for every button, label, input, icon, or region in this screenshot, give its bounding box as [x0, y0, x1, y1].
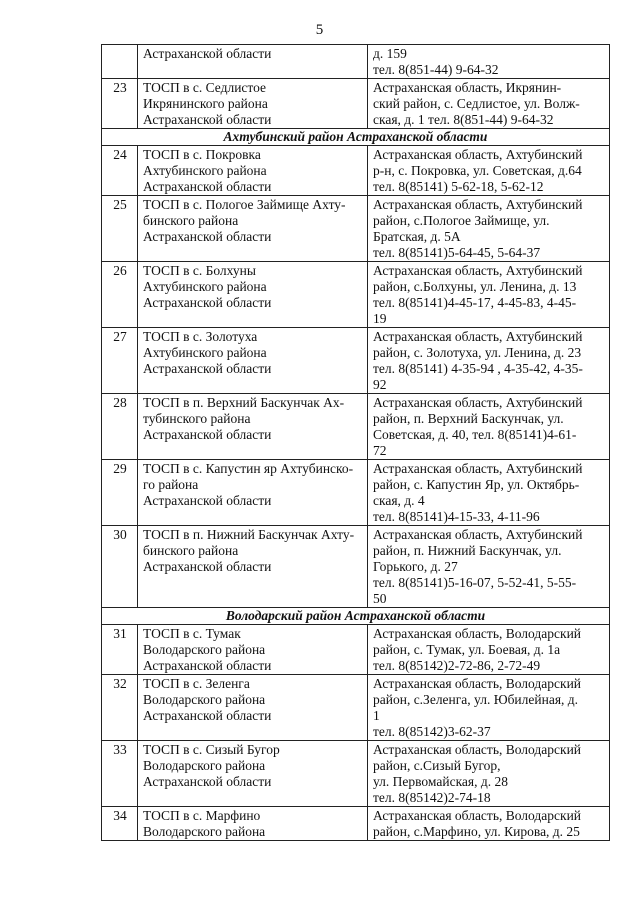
office-address: Астраханская область, Ахтубинский район, п. Верхний Баскунчак, ул. Советская, д. 40, тел. 8(85141)4-61- 72 [368, 394, 610, 460]
office-name: ТОСП в с. Седлистое Икрянинского района Астраханской области [138, 79, 368, 129]
district-header: Володарский район Астраханской области [102, 608, 610, 625]
office-address: Астраханская область, Володарский район, с.Марфино, ул. Кирова, д. 25 [368, 807, 610, 841]
table-row [102, 146, 610, 196]
row-number: 23 [102, 79, 138, 129]
office-name: ТОСП в с. Пологое Займище Ахту- бинского района Астраханской области [138, 196, 368, 262]
office-address: д. 159 тел. 8(851-44) 9-64-32 [368, 45, 610, 79]
table-row [102, 45, 610, 79]
office-address: Астраханская область, Ахтубинский район, с. Золотуха, ул. Ленина, д. 23 тел. 8(85141) 4-35-94 , 4-35-42, 4-35- 92 [368, 328, 610, 394]
row-number: 27 [102, 328, 138, 394]
row-number: 34 [102, 807, 138, 841]
office-address: Астраханская область, Ахтубинский район, с.Болхуны, ул. Ленина, д. 13 тел. 8(85141)4-45-17, 4-45-83, 4-45- 19 [368, 262, 610, 328]
office-address: Астраханская область, Ахтубинский район, с.Пологое Займище, ул. Братская, д. 5А тел. 8(85141)5-64-45, 5-64-37 [368, 196, 610, 262]
office-address: Астраханская область, Володарский район, с.Зеленга, ул. Юбилейная, д. 1 тел. 8(85142)3-62-37 [368, 675, 610, 741]
row-number: 31 [102, 625, 138, 675]
office-name: ТОСП в с. Покровка Ахтубинского района Астраханской области [138, 146, 368, 196]
table-row [102, 741, 610, 807]
row-number: 28 [102, 394, 138, 460]
offices-table-body [102, 45, 610, 841]
district-header: Ахтубинский район Астраханской области [102, 129, 610, 146]
table-row [102, 196, 610, 262]
office-name: ТОСП в с. Сизый Бугор Володарского района Астраханской области [138, 741, 368, 807]
table-row [102, 460, 610, 526]
table-row [102, 625, 610, 675]
office-name: ТОСП в с. Болхуны Ахтубинского района Астраханской области [138, 262, 368, 328]
offices-table [101, 44, 610, 841]
office-name: Астраханской области [138, 45, 368, 79]
office-name: ТОСП в с. Зеленга Володарского района Астраханской области [138, 675, 368, 741]
row-number: 25 [102, 196, 138, 262]
table-row [102, 526, 610, 608]
row-number: 33 [102, 741, 138, 807]
office-name: ТОСП в с. Золотуха Ахтубинского района Астраханской области [138, 328, 368, 394]
row-number: 24 [102, 146, 138, 196]
table-row [102, 328, 610, 394]
office-address: Астраханская область, Володарский район, с. Тумак, ул. Боевая, д. 1а тел. 8(85142)2-72-86, 2-72-49 [368, 625, 610, 675]
row-number: 30 [102, 526, 138, 608]
office-name: ТОСП в с. Марфино Володарского района [138, 807, 368, 841]
table-row [102, 79, 610, 129]
row-number: 32 [102, 675, 138, 741]
table-row [102, 675, 610, 741]
page-number: 5 [315, 22, 324, 38]
district-header-row [102, 608, 610, 625]
office-address: Астраханская область, Ахтубинский р-н, с. Покровка, ул. Советская, д.64 тел. 8(85141) 5-62-18, 5-62-12 [368, 146, 610, 196]
office-name: ТОСП в с. Тумак Володарского района Астраханской области [138, 625, 368, 675]
office-address: Астраханская область, Ахтубинский район, с. Капустин Яр, ул. Октябрь- ская, д. 4 тел. 8(85141)4-15-33, 4-11-96 [368, 460, 610, 526]
district-header-row [102, 129, 610, 146]
office-name: ТОСП в п. Нижний Баскунчак Ахту- бинского района Астраханской области [138, 526, 368, 608]
table-row [102, 807, 610, 841]
office-name: ТОСП в п. Верхний Баскунчак Ах- тубинского района Астраханской области [138, 394, 368, 460]
row-number [102, 45, 138, 79]
table-row [102, 262, 610, 328]
office-name: ТОСП в с. Капустин яр Ахтубинско- го района Астраханской области [138, 460, 368, 526]
row-number: 29 [102, 460, 138, 526]
office-address: Астраханская область, Ахтубинский район, п. Нижний Баскунчак, ул. Горького, д. 27 тел. 8(85141)5-16-07, 5-52-41, 5-55- 50 [368, 526, 610, 608]
office-address: Астраханская область, Володарский район, с.Сизый Бугор, ул. Первомайская, д. 28 тел. 8(85142)2-74-18 [368, 741, 610, 807]
office-address: Астраханская область, Икрянин- ский район, с. Седлистое, ул. Волж- ская, д. 1 тел. 8(851-44) 9-64-32 [368, 79, 610, 129]
table-row [102, 394, 610, 460]
row-number: 26 [102, 262, 138, 328]
